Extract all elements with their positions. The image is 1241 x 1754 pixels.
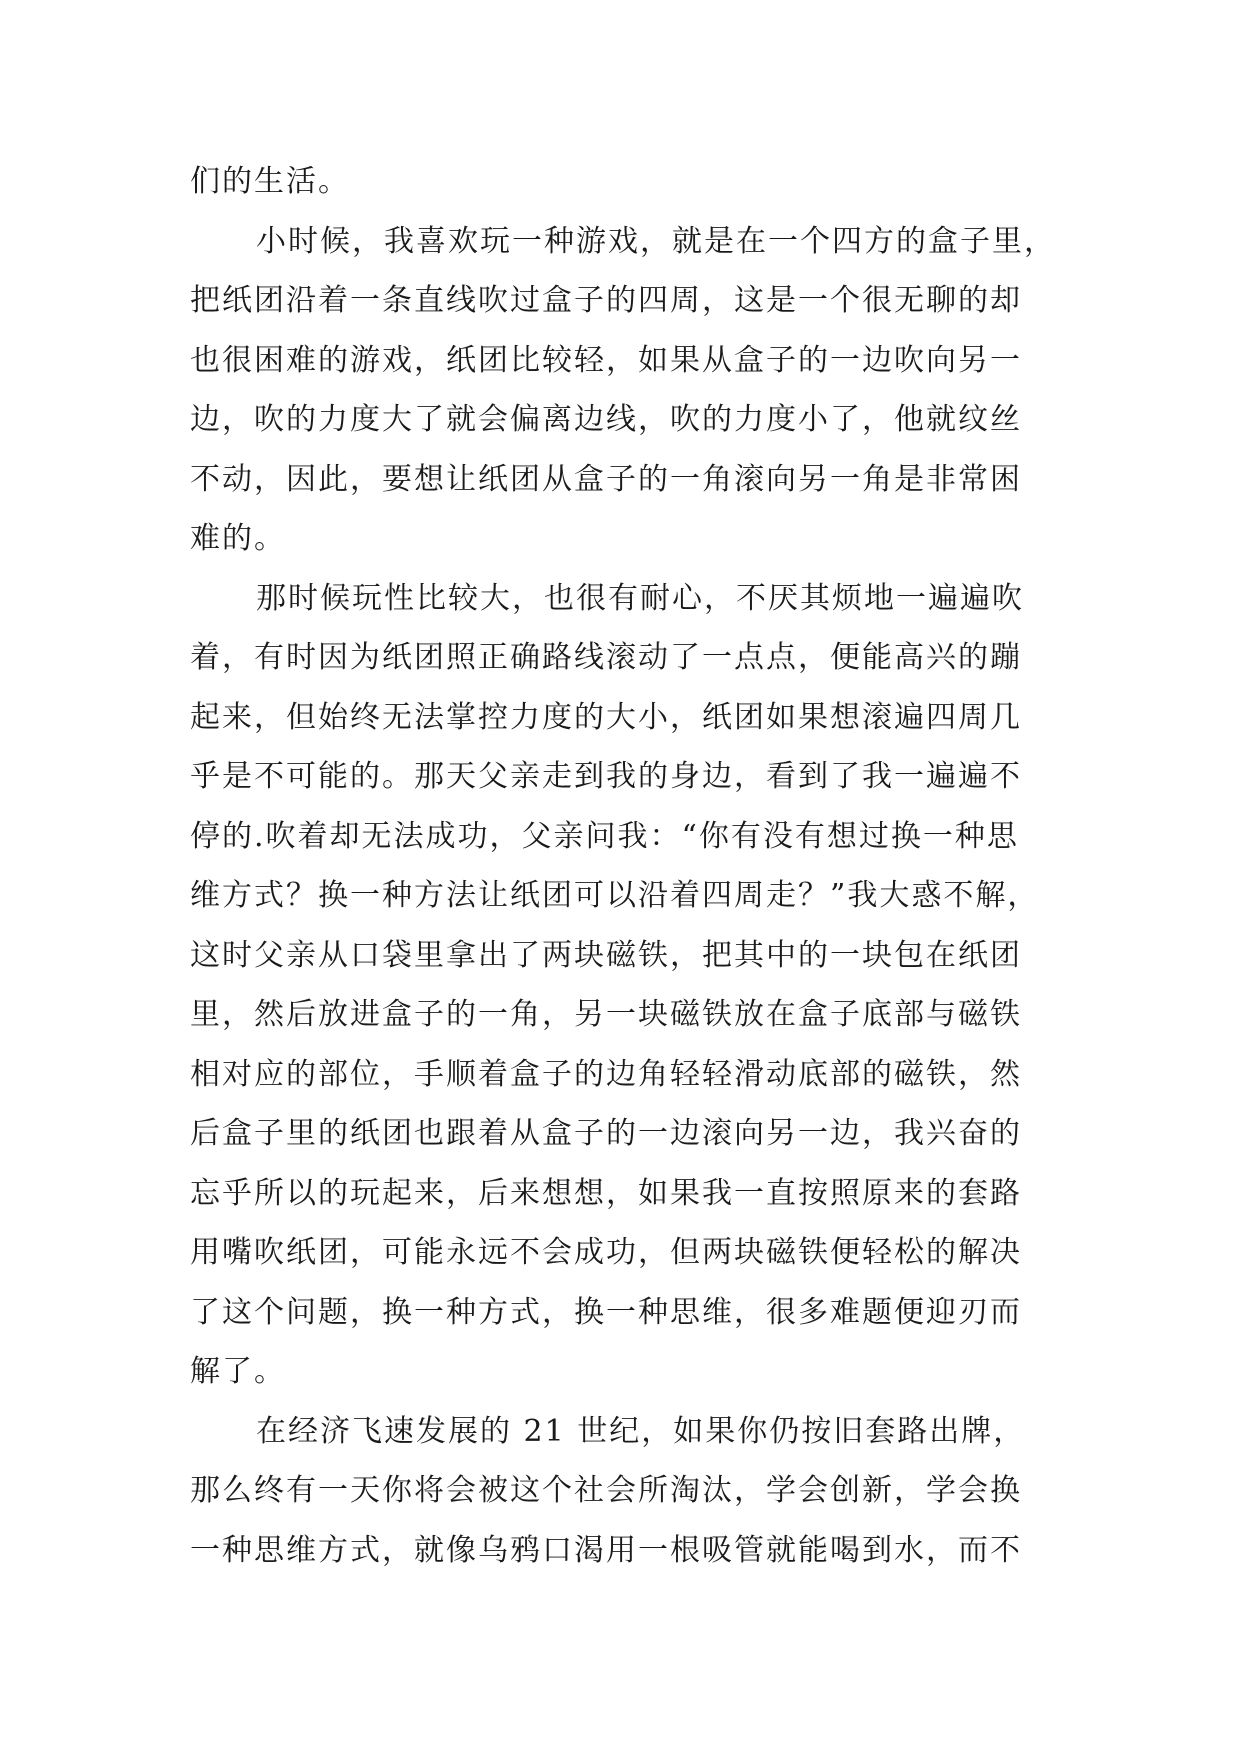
text-line: 一种思维方式，就像乌鸦口渴用一根吸管就能喝到水，而不 bbox=[190, 1532, 1022, 1568]
text-line: 相对应的部位，手顺着盒子的边角轻轻滑动底部的磁铁，然 bbox=[190, 1056, 1022, 1092]
text-line: 那么终有一天你将会被这个社会所淘汰，学会创新，学会换 bbox=[190, 1473, 1022, 1508]
text-line: 后盒子里的纸团也跟着从盒子的一边滚向另一边，我兴奋的 bbox=[190, 1116, 1022, 1151]
text-line: 里，然后放进盒子的一角，另一块磁铁放在盒子底部与磁铁 bbox=[190, 997, 1022, 1032]
text-line: 忘乎所以的玩起来，后来想想，如果我一直按照原来的套路 bbox=[190, 1175, 1022, 1211]
paragraph-4 bbox=[190, 1402, 1070, 1581]
text-line: 起来，但始终无法掌控力度的大小，纸团如果想滚遍四周几 bbox=[190, 699, 1022, 735]
text-line: 在经济飞速发展的 21 世纪，如果你仍按旧套路出牌， bbox=[256, 1413, 1026, 1449]
text-line: 解了。 bbox=[190, 1354, 286, 1389]
text-line: 们的生活。 bbox=[190, 164, 350, 199]
text-line: 着，有时因为纸团照正确路线滚动了一点点，便能高兴的蹦 bbox=[190, 640, 1022, 675]
text-line: 难的。 bbox=[190, 521, 286, 556]
text-line: 把纸团沿着一条直线吹过盒子的四周，这是一个很无聊的却 bbox=[190, 283, 1022, 318]
paragraph-1 bbox=[190, 152, 1070, 212]
body-text bbox=[190, 152, 1070, 1580]
paragraph-3 bbox=[190, 569, 1070, 1402]
text-line: 也很困难的游戏，纸团比较轻，如果从盒子的一边吹向另一 bbox=[190, 342, 1022, 378]
text-line: 不动，因此，要想让纸团从盒子的一角滚向另一角是非常困 bbox=[190, 461, 1022, 497]
text-line: 乎是不可能的。那天父亲走到我的身边，看到了我一遍遍不 bbox=[190, 759, 1022, 794]
text-line: 这时父亲从口袋里拿出了两块磁铁，把其中的一块包在纸团 bbox=[190, 937, 1022, 973]
text-line: 停的.吹着却无法成功，父亲问我：“你有没有想过换一种思 bbox=[190, 818, 1019, 854]
text-line: 那时候玩性比较大，也很有耐心，不厌其烦地一遍遍吹 bbox=[256, 580, 1024, 616]
text-line: 边，吹的力度大了就会偏离边线，吹的力度小了，他就纹丝 bbox=[190, 402, 1022, 437]
text-line: 维方式？换一种方法让纸团可以沿着四周走？”我大惑不解， bbox=[190, 878, 1040, 913]
paragraph-2 bbox=[190, 212, 1070, 569]
text-line: 小时候，我喜欢玩一种游戏，就是在一个四方的盒子里， bbox=[256, 223, 1056, 259]
text-line: 用嘴吹纸团，可能永远不会成功，但两块磁铁便轻松的解决 bbox=[190, 1235, 1022, 1270]
text-line: 了这个问题，换一种方式，换一种思维，很多难题便迎刃而 bbox=[190, 1294, 1022, 1330]
